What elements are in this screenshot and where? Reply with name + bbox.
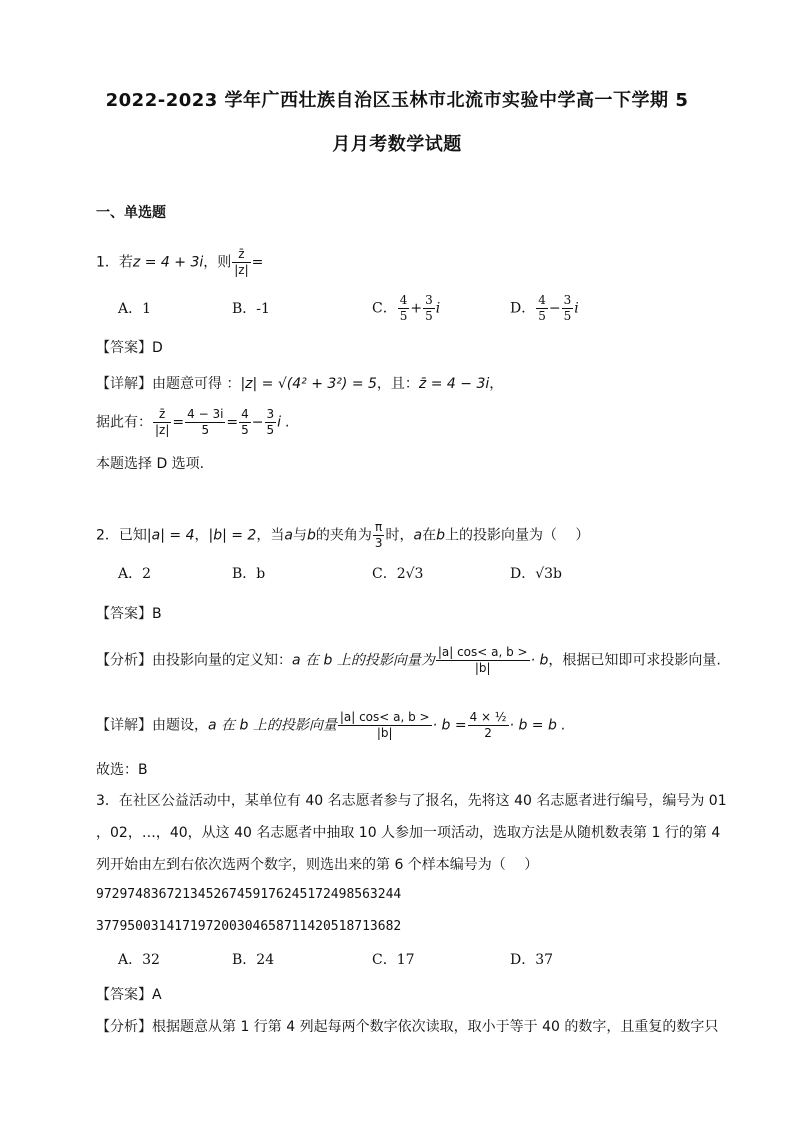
- q3-answer-value: A: [152, 987, 162, 1003]
- question-1-stem: [96, 248, 263, 277]
- q2-option-c: C．2√3: [372, 566, 424, 582]
- q1-d-frac4-num: 3: [265, 408, 277, 423]
- q3-analysis-tag: 【分析】: [96, 1019, 152, 1035]
- q1-d-f1-num: 4: [536, 294, 548, 309]
- q2-analysis-a: 由投影向量的定义知：: [152, 652, 292, 669]
- q1-detail-line-1: [96, 377, 503, 391]
- q2-analysis-tag: 【分析】: [96, 652, 152, 669]
- q1-c-op: +: [410, 300, 423, 317]
- q2-detail-frac2-den: 2: [484, 726, 492, 741]
- q1-d-frac2-den: 5: [201, 423, 210, 438]
- q2-option-d: D．√3b: [510, 566, 563, 582]
- q2-detail-frac1-num: |a| cos< a, b >: [338, 711, 432, 726]
- q1-stem-prefix: 1．若: [96, 254, 133, 271]
- section-heading: 一、单选题: [96, 205, 166, 221]
- q2-analysis-b: a 在 b 上的投影向量为: [292, 652, 435, 669]
- q1-detail-minus: −: [251, 414, 264, 431]
- q1-detail-eq1: =: [172, 414, 185, 431]
- q3-answer: [96, 988, 162, 1002]
- q2-stem-l: 在: [422, 527, 437, 544]
- question-2-stem: [96, 521, 589, 550]
- q2-answer-value: B: [152, 606, 162, 622]
- q2-answer: [96, 607, 162, 621]
- q1-d-f2-num: 3: [562, 294, 574, 309]
- q1-d-f2-den: 5: [563, 309, 572, 324]
- q3-stem-line-3: 列开始由左到右依次选两个数字，则选出来的第 6 个样本编号为（ ）: [96, 857, 539, 873]
- q2-stem-fraction: [373, 521, 385, 550]
- q1-answer-tag: 【答案】: [96, 340, 152, 356]
- q2-frac-den: 3: [374, 536, 383, 551]
- q2-analysis-c: · b: [530, 652, 549, 669]
- q2-stem-g: 与: [292, 527, 307, 544]
- q2-option-a: A．2: [118, 566, 152, 582]
- q1-c-f2-num: 3: [423, 294, 435, 309]
- q2-analysis-frac-num: |a| cos< a, b >: [436, 646, 530, 661]
- q1-d-f1-den: 5: [538, 309, 546, 324]
- q1-option-d-frac2: [562, 294, 574, 323]
- q2-stem-k: a: [413, 527, 423, 544]
- q2-detail-d: · b = b .: [509, 717, 566, 734]
- q2-detail-frac1-den: |b|: [376, 726, 393, 741]
- q2-stem-m: b: [436, 527, 445, 544]
- q2-detail-c: · b =: [432, 717, 467, 734]
- q1-d-frac1-den: |z|: [155, 423, 170, 438]
- q1-detail-frac4: [265, 408, 277, 437]
- q1-d-frac1-num: z̄: [153, 408, 171, 423]
- q1-d-frac2-num: 4 − 3i: [185, 408, 225, 423]
- q1-detail-frac1: [153, 408, 171, 437]
- q2-detail-frac2-num: 4 × ½: [468, 711, 509, 726]
- q2-analysis: [96, 646, 721, 675]
- q1-frac-num: z̄: [232, 248, 250, 263]
- page-title-line-1: 2022-2023 学年广西壮族自治区玉林市北流市实验中学高一下学期 5: [105, 90, 689, 111]
- q1-option-c-label: C．: [372, 300, 397, 317]
- q1-option-c: [372, 294, 440, 323]
- q2-stem-d: |b| = 2: [208, 527, 257, 544]
- q3-analysis: [96, 1020, 718, 1034]
- q1-detail-tail: i .: [277, 414, 290, 431]
- q2-detail-tag: 【详解】: [96, 717, 152, 734]
- q2-stem-n: 上的投影向量为（ ）: [444, 527, 590, 544]
- q2-stem-c: ，: [194, 527, 209, 544]
- q1-option-c-frac2: [423, 294, 435, 323]
- q1-detail-l1-a: 由题意可得 ：: [152, 376, 241, 392]
- q1-detail-frac2: [185, 408, 225, 437]
- q1-stem-suffix: =: [251, 254, 264, 271]
- q1-detail-l1-c: ，且：: [376, 376, 419, 392]
- q3-random-table-row-1: 9729748367213452674591762451724985632​44: [96, 887, 402, 902]
- q3-option-c: C．17: [372, 952, 415, 968]
- q1-d-frac4-den: 5: [266, 423, 275, 438]
- q2-stem-h: b: [306, 527, 316, 544]
- q3-answer-tag: 【答案】: [96, 987, 152, 1003]
- q2-option-b: B．b: [232, 566, 266, 582]
- q1-c-f2-den: 5: [425, 309, 433, 324]
- q2-frac-num: π: [373, 521, 385, 536]
- q3-stem-line-2: ，02，…，40，从这 40 名志愿者中抽取 10 人参加一项活动，选取方法是从随机数表第 1 行的第 4: [96, 825, 721, 841]
- q1-d-frac3-den: 5: [241, 423, 249, 438]
- q2-stem-e: ，当: [256, 527, 285, 544]
- q3-option-a: A．32: [118, 952, 160, 968]
- q2-analysis-frac-den: |b|: [474, 661, 491, 676]
- q2-detail-fraction-2: [468, 711, 509, 740]
- q1-option-d: [510, 294, 579, 323]
- q3-option-b: B．24: [232, 952, 275, 968]
- q1-option-d-label: D．: [510, 300, 536, 317]
- q1-c-f1-num: 4: [398, 294, 410, 309]
- q1-option-a: A．1: [118, 301, 152, 317]
- q1-d-tail: i: [574, 300, 579, 317]
- q1-detail-frac3: [239, 408, 251, 437]
- q2-stem-b: |a| = 4: [146, 527, 195, 544]
- q1-detail-l1-d: z̄ = 4 − 3i: [418, 376, 490, 392]
- q1-detail-eq2: =: [226, 414, 239, 431]
- q3-random-table-row-2: 3779500314171972003046587114205187136​82: [96, 919, 402, 934]
- q1-c-tail: i: [435, 300, 441, 317]
- q2-stem-i: 的夹角为: [315, 527, 372, 544]
- q1-option-d-frac1: [536, 294, 548, 323]
- q1-c-f1-den: 5: [399, 309, 408, 324]
- q2-analysis-d: ，根据已知即可求投影向量.: [548, 652, 721, 669]
- q1-detail-l2-label: 据此有：: [96, 414, 152, 431]
- q1-answer: [96, 341, 163, 355]
- q2-stem-j: 时，: [385, 527, 414, 544]
- q2-analysis-fraction: [436, 646, 530, 675]
- q2-stem-a: 2．已知: [96, 527, 147, 544]
- q2-answer-tag: 【答案】: [96, 606, 152, 622]
- q1-d-op: −: [548, 300, 561, 317]
- q1-detail-l1-e: ，: [489, 376, 504, 392]
- q3-analysis-text: 根据题意从第 1 行第 4 列起每两个数字依次读取，取小于等于 40 的数字，且重复的数字只: [152, 1019, 719, 1035]
- q2-detail: [96, 711, 566, 740]
- q1-detail-tag: 【详解】: [96, 376, 152, 392]
- q2-detail-fraction-1: [338, 711, 432, 740]
- q2-stem-f: a: [284, 527, 293, 544]
- q1-detail-line-3: 本题选择 D 选项.: [96, 456, 205, 472]
- q1-stem-mid: ，则: [203, 254, 232, 271]
- q2-detail-a: 由题设，: [152, 717, 208, 734]
- q1-detail-l1-b: |z| = √(4² + 3²) = 5: [240, 376, 377, 392]
- q1-stem-fraction: [232, 248, 250, 277]
- q1-detail-line-2: [96, 408, 290, 437]
- q3-option-d: D．37: [510, 952, 554, 968]
- q2-detail-b: a 在 b 上的投影向量: [208, 717, 337, 734]
- q1-option-c-frac1: [398, 294, 410, 323]
- q1-d-frac3-num: 4: [239, 408, 251, 423]
- q1-answer-value: D: [152, 340, 163, 356]
- q3-stem-line-1: 3．在社区公益活动中，某单位有 40 名志愿者参与了报名，先将这 40 名志愿者进行编号，编号为 01: [96, 793, 727, 809]
- q1-option-b: B．-1: [232, 301, 270, 317]
- page-title-line-2: 月月考数学试题: [332, 134, 462, 155]
- q2-conclusion: 故选：B: [96, 762, 148, 778]
- q1-stem-expr: z = 4 + 3i: [132, 254, 204, 271]
- q1-frac-den: |z|: [234, 263, 249, 278]
